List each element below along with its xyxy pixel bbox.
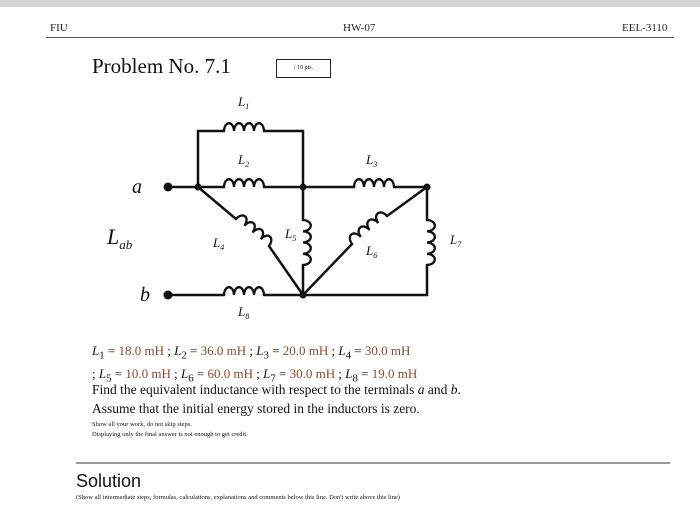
problem-title: Problem No. 7.1 xyxy=(92,54,231,78)
label-L4: $L_4$ xyxy=(213,235,225,252)
given-values xyxy=(92,342,417,387)
header-center: HW-07 xyxy=(343,22,376,34)
circuit-nodes xyxy=(164,183,431,300)
label-L8: $L_8$ xyxy=(238,304,250,321)
label-L5: $L_5$ xyxy=(285,226,297,243)
inductor-coil-L1 xyxy=(224,123,264,131)
label-L2: $L_2$ xyxy=(238,152,250,169)
header-right: EEL-3110 xyxy=(622,22,668,34)
task-line-1: Find the equivalent inductance with respect to the terminals a and b. xyxy=(92,382,461,397)
inductor-coil-L7 xyxy=(427,220,435,265)
label-L7: $L_7$ xyxy=(450,232,462,249)
node-dot xyxy=(300,292,307,299)
inductor-coil-L6 xyxy=(350,212,387,244)
node-dot xyxy=(424,184,431,191)
label-L3: $L_3$ xyxy=(366,152,378,169)
inductor-coil-L8 xyxy=(224,287,264,295)
label-L1: $L_1$ xyxy=(238,94,250,111)
terminal-b-label: b xyxy=(140,284,150,306)
solution-divider xyxy=(76,462,670,464)
points-label: / 10 pts. xyxy=(293,65,314,71)
values-line-2: ; $L_5 = 10.0$ mH ; $L_6 = 60.0$ mH ; $L_7 = 30.0$ mH ; $L_8 = 19.0$ mH xyxy=(92,365,418,385)
task-note-1: Show all your work, do not skip steps. xyxy=(92,421,192,428)
circuit-wires xyxy=(168,131,427,295)
solution-title: Solution xyxy=(76,471,142,491)
label-L6: $L_6$ xyxy=(366,243,378,260)
header-left: FIU xyxy=(50,22,68,34)
solution-note: (Show all intermediate steps, formulas, calculations, explanations and comments below this line. Don't write above this line) xyxy=(76,494,400,501)
inductor-coil-L2 xyxy=(224,179,264,187)
task-line-2: Assume that the initial energy stored in the inductors is zero. xyxy=(92,401,420,416)
inductor-coil-L3 xyxy=(354,179,394,187)
port-label: $L_{ab}$ xyxy=(107,224,133,252)
terminal-a-dot xyxy=(164,183,173,192)
inductor-coil-L5 xyxy=(303,220,311,265)
node-dot xyxy=(300,184,307,191)
task-note-2: Displaying only the final answer is not enough to get credit. xyxy=(92,431,248,438)
terminal-b-dot xyxy=(164,291,173,300)
inductor-coil-L4 xyxy=(236,215,271,246)
node-dot xyxy=(195,184,202,191)
values-line-1: $L_1 = 18.0$ mH ; $L_2 = 36.0$ mH ; $L_3 = 20.0$ mH ; $L_4 = 30.0$ mH xyxy=(92,343,411,362)
terminal-a-label: a xyxy=(132,176,142,198)
